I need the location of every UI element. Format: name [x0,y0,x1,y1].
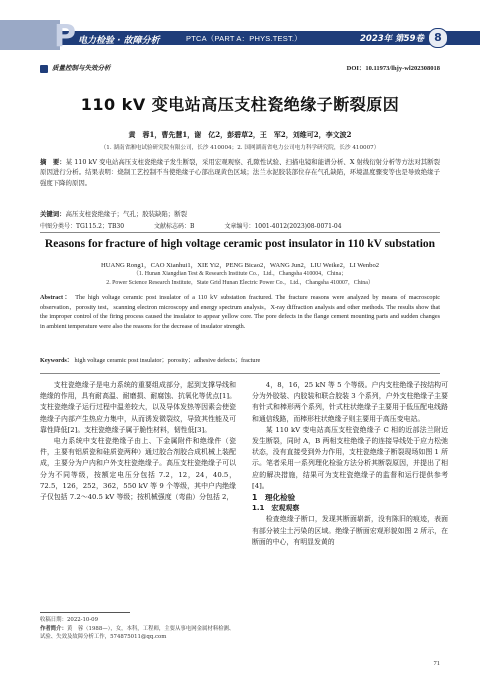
section-column-name: 质量控制与失效分析 [52,64,111,72]
footnote-rule [40,612,130,613]
body-paragraph: 某 110 kV 变电站高压支柱瓷绝缘子 C 相的近部法兰附近发生断裂，同时 A，B 两相支柱绝缘子的连接导线处于应力松弛状态，没有直接受到外力作用，支柱瓷绝缘子断裂现场如图 1 所示。笔者采用一系列理化检验方法分析其断裂原因，并提出了相应的解决措施，结果可为支柱瓷绝缘子的监督和运行提供参考[4]。 [252,425,448,490]
keywords-chinese-label: 关键词： [40,210,66,218]
authors-chinese: 黄 蓉1，曹先慧1，谢 亿2，彭碧草2，王 军2，刘维可2，李文波2 [128,130,352,139]
keywords-english-label: Keywords： [40,357,73,364]
keywords-english-text: high voltage ceramic post insulator；porosity；adhesive defects；fracture [74,357,261,364]
header-journal-name: PTCA（PART A：PHYS.TEST.） [186,34,302,43]
affiliation-english-1: （1. Hunan Xiangdian Test & Research Institute Co.，Ltd.，Changsha 410004，China； [133,271,347,277]
keywords-chinese [40,209,440,218]
section-marker-icon [40,65,48,73]
clc-number: 中图分类号：TG115.2；TB30 [40,223,125,230]
journal-header [0,0,480,58]
abstract-chinese [40,157,440,188]
abstract-chinese-text: 某 110 kV 变电站高压支柱瓷绝缘子发生断裂，采用宏观观察、孔隙性试验、扫描电镜和能谱分析、X 射线衍射分析等方法对其断裂原因进行分析。结果表明：烧制工艺控制不当使绝缘子心部出现黄色区域；法兰水泥胶装部位存在气孔缺陷，环境温度骤变等也是导致绝缘子强度下降的原因。 [40,158,441,187]
keywords-chinese-text: 高压支柱瓷绝缘子；气孔；胶装缺陷；断裂 [65,210,187,218]
header-volume: 2023年 第59卷 [360,34,424,44]
divider-rule [40,232,440,233]
body-paragraph: 检查绝缘子断口，发现其断面崭新，没有陈旧的痕迹，表面有部分被尘土污染的区域。绝缘子断面宏观形貌如图 2 所示，在断面的中心，有明显发黄的 [252,515,448,546]
affiliation-english-2: 2. Power Science Research Institute，State Grid Hunan Electric Power Co.，Ltd.，Changsha 410007，China） [106,279,374,286]
abstract-english-label: Abstract： [40,294,73,301]
page-number: 71 [433,660,440,667]
section-subheader [40,63,440,75]
title-english: Reasons for fracture of high voltage ceramic post insulator in 110 kV substation [44,238,436,250]
document-code: 文献标志码：B [154,223,195,230]
body-paragraph: 4，8，16，25 kN 等 5 个等级。户内支柱绝缘子按结构可分为外胶装、内胶装和联合胶装 3 个系列，户外支柱绝缘子主要有针式和棒形两个系列，针式柱状绝缘子主要用于低压配电线路和通信线路，而棒形柱状绝缘子则主要用于高压变电站。 [252,381,448,423]
received-date: 收稿日期：2022-10-09 [40,617,99,623]
article-number: 文章编号：1001-4012(2023)08-0071-04 [224,223,342,230]
section-heading: 1 理化检验 [252,493,296,503]
classification-line [40,221,440,230]
header-column-title: 电力检验 · 故障分析 [78,36,160,46]
divider-rule [40,373,440,374]
subsection-heading: 1.1 宏观观察 [252,504,300,513]
body-paragraph: 电力系统中支柱瓷绝缘子由上、下金属附件和绝缘件（瓷件，主要有铝质瓷和硅质瓷两种）通过胶合剂胶合成机械上装配成，主要分为户内和户外支柱瓷绝缘子。高压支柱瓷绝缘子可以分为不同等级，按额定电压分包括 7.2，12，24，40.5，72.5，126，252，362，550 kV 等 9 个等级，其中户内绝缘子仅包括 7.2～40.5 kV 等级；按机械强度（弯曲）分包括 2， [40,437,236,502]
journal-logo-letter: P [54,19,76,54]
author-bio-label: 作者简介： [40,625,67,632]
abstract-english-text: The high voltage ceramic post insulator of a 110 kV substation fractured. The fracture reasons were analyzed by means of macroscopic observation，porosity test，scanning electron microscopy and energy spectrum analysis，X-ray diffraction analysis and other methods. The results show that the improper control of the firing process caused the insulator to appear yellow core. The pore defects in the flange cement mounting parts and sudden changes in ambient temperature were also the reasons for the decrease of insulator strength. [40,294,441,330]
author-bio [40,625,236,642]
body-column-right [252,380,448,548]
abstract-chinese-label: 摘 要： [40,158,66,166]
affiliations-chinese: （1. 湖南省湘电试验研究院有限公司，长沙 410004；2. 国网湖南省电力公司电力科学研究院，长沙 410007） [100,145,380,151]
body-paragraph: 支柱瓷绝缘子是电力系统的重要组成部分，起到支撑导线和绝缘的作用，具有耐高温、耐磨损、耐腐蚀、抗氧化等优点[1]。支柱瓷绝缘子运行过程中温差较大，以及导体发热等因素会使瓷绝缘子内部产生热应力集中，从而诱发微裂纹，导致其性能及可靠性降低[2]。支柱瓷绝缘子属于脆性材料，韧性低[3]。 [40,381,236,434]
title-chinese: 110 kV 变电站高压支柱瓷绝缘子断裂原因 [80,95,400,114]
author-bio-text: 黄 蓉（1988—），女，本科，工程师，主要从事电网金属材料检测、试验、失效及故障分析工作，574875011@qq.com [40,625,235,641]
keywords-english [40,355,440,364]
abstract-english [40,293,440,331]
header-issue-badge: 8 [428,28,448,48]
affiliations-english [40,270,440,287]
body-column-left [40,380,236,503]
journal-logo-block [0,20,60,50]
doi: DOI：10.11973/lhjy-wl202308018 [346,65,440,72]
authors-english: HUANG Rong1，CAO Xianhui1，XIE Yi2，PENG Bicao2，WANG Jun2，LIU Weike2，LI Wenbo2 [100,262,380,269]
footnote [40,616,236,642]
